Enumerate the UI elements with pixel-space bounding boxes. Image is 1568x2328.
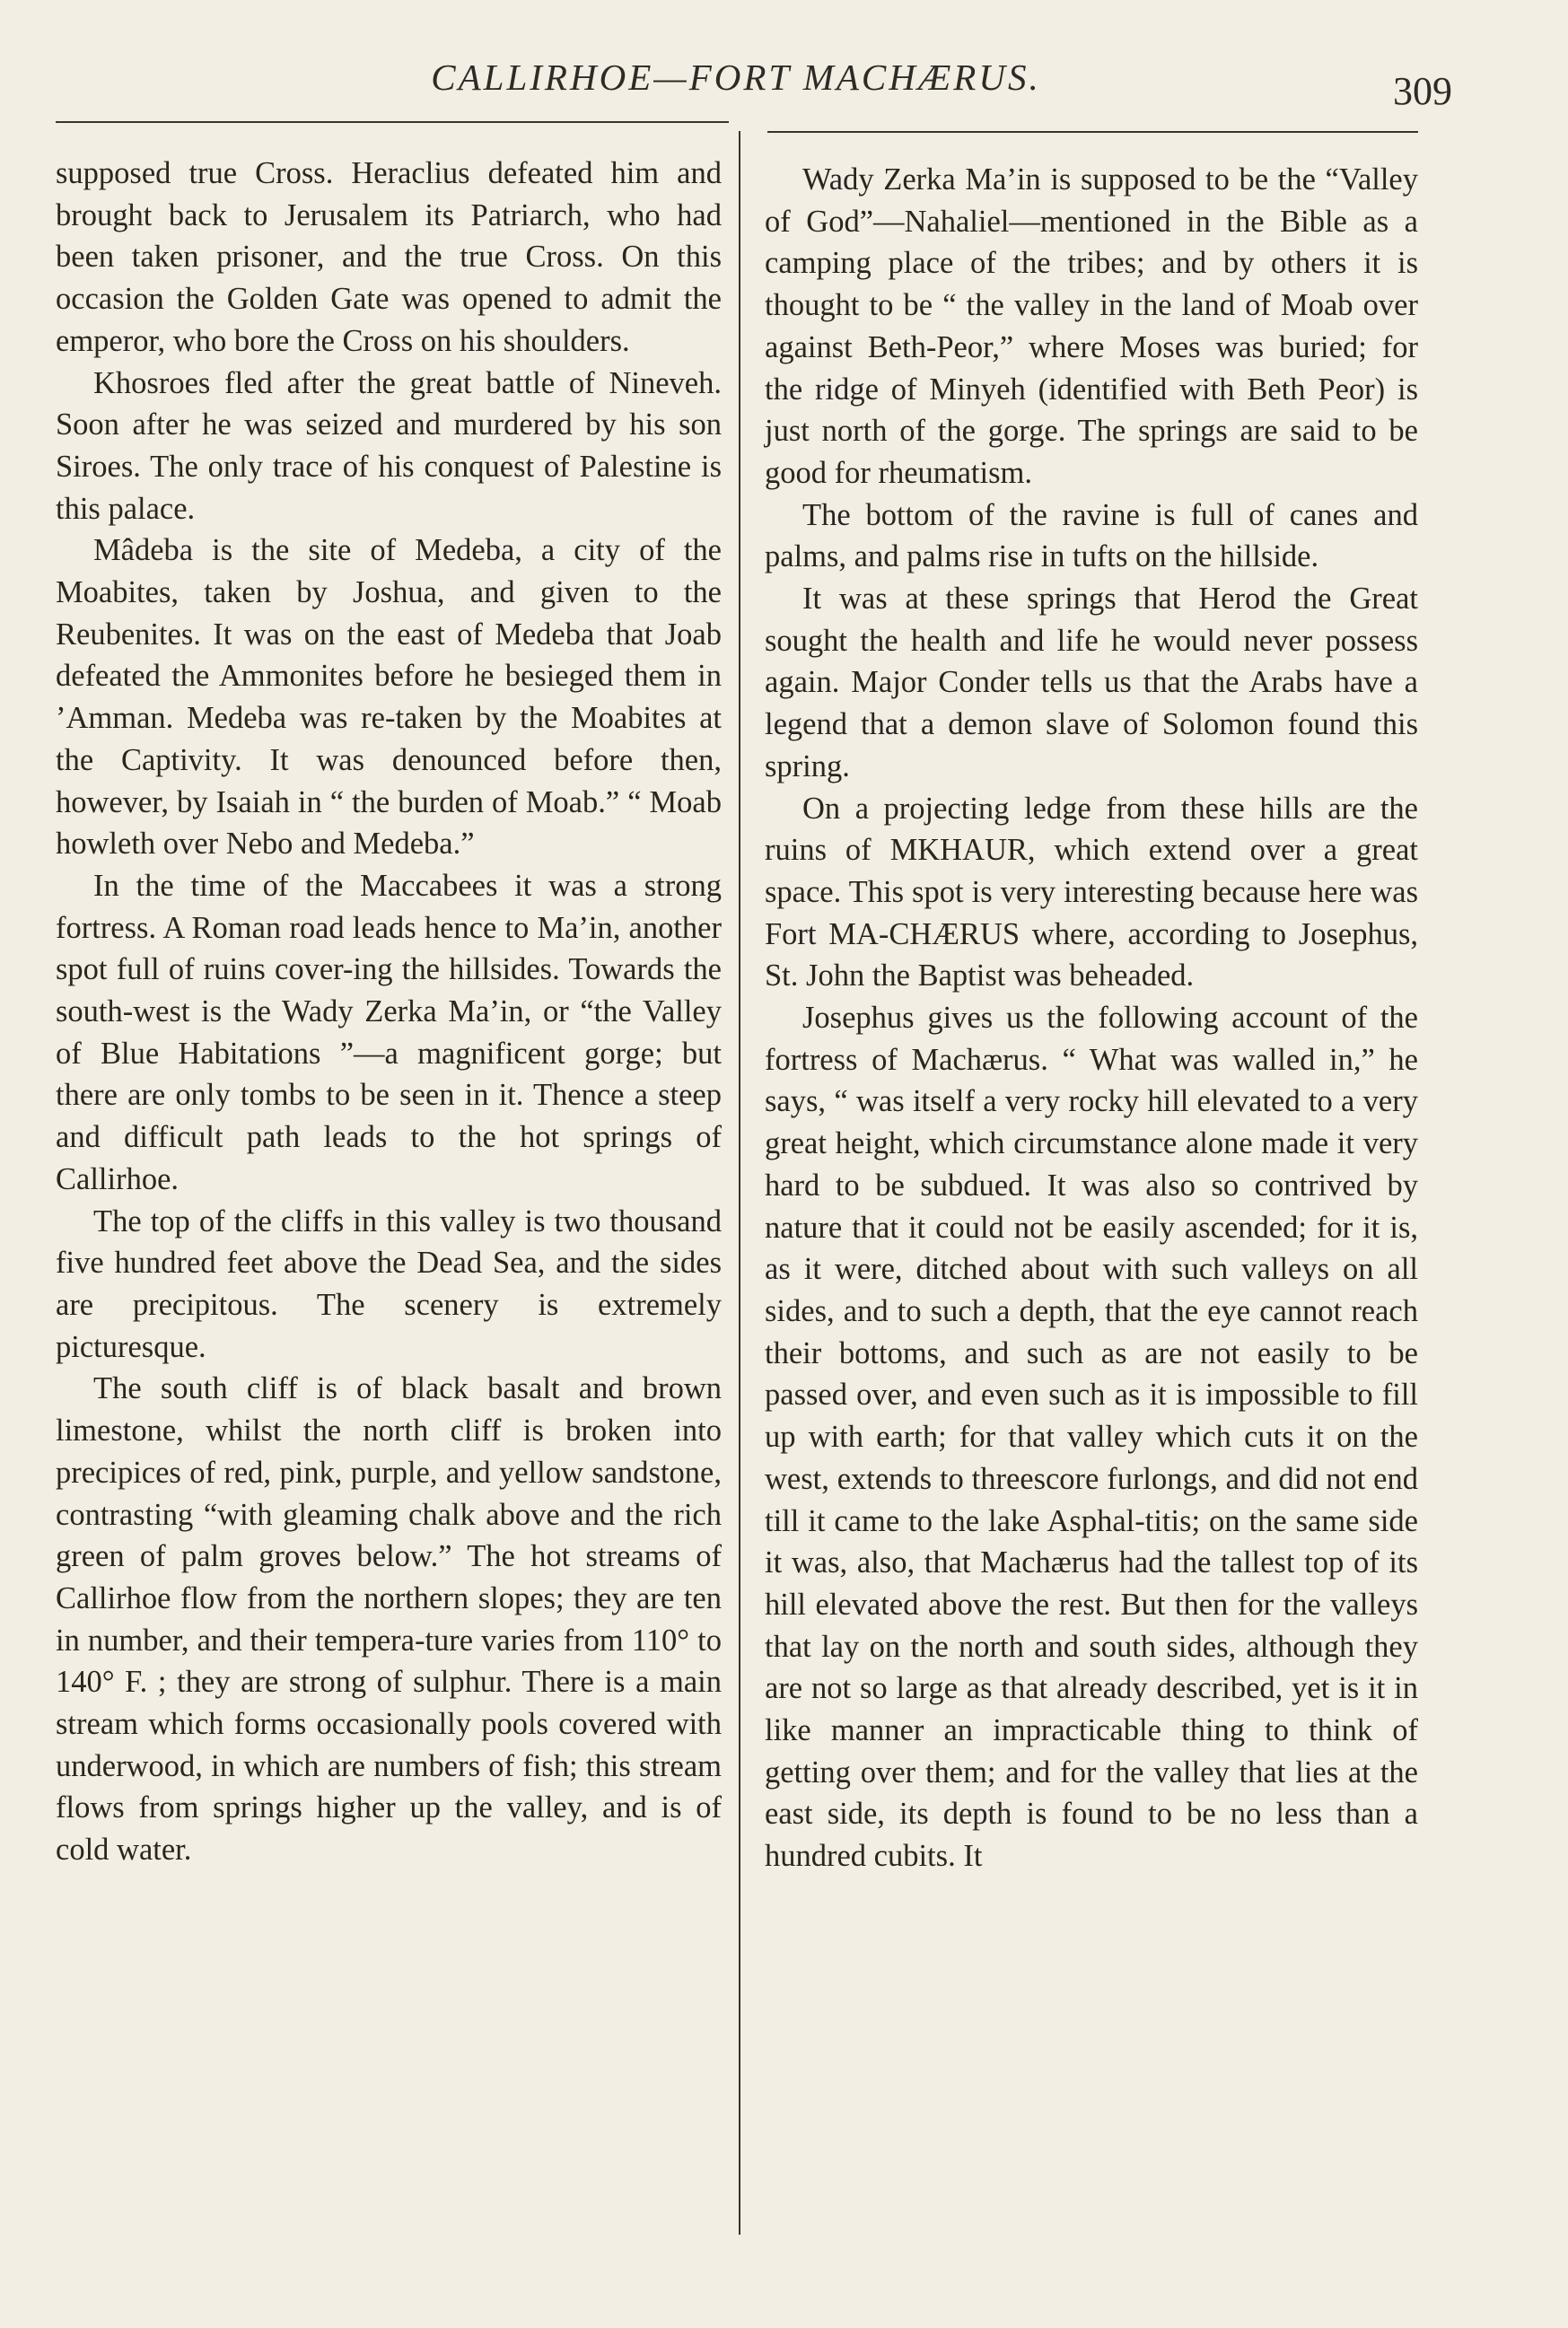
paragraph: Mâdeba is the site of Medeba, a city of the Moabites, taken by Joshua, and given to the Reubenites. It was on the east of Medeba that Joab defeated the Ammonites before he besieged them in ’Amman. Medeba was re-taken by the Moabites at the Captivity. It was denounced before then, however, by Isaiah in “ the burden of Moab.” “ Moab howleth over Nebo and Medeba.”: [56, 533, 722, 862]
paragraph: The bottom of the ravine is full of canes and palms, and palms rise in tufts on the hillside.: [765, 497, 1418, 574]
running-title: CALLIRHOE—FORT MACHÆRUS.: [431, 57, 1041, 98]
paragraph: In the time of the Maccabees it was a strong fortress. A Roman road leads hence to Ma’in, another spot full of ruins cover-ing the hillsides. Towards the south-west is the Wady Zerka Ma’in, or “the Valley of Blue Habitations ”—a magnificent gorge; but there are only tombs to be seen in it. Thence a steep and difficult path leads to the hot springs of Callirhoe.: [56, 868, 722, 1196]
paragraph: It was at these springs that Herod the Great sought the health and life he would never possess again. Major Conder tells us that the Arabs have a legend that a demon slave of Solomon found this spring.: [765, 582, 1418, 783]
paragraph: Josephus gives us the following account of the fortress of Machærus. “ What was walled in,” he says, “ was itself a very rocky hill elevated to a very great height, which circumstance alone made it very hard to be subdued. It was also so contrived by nature that it could not be easily ascended; for it is, as it were, ditched about with such valleys on all sides, and to such a depth, that the eye cannot reach their bottoms, and such as are not easily to be passed over, and even such as it is impossible to fill up with earth; for that valley which cuts it on the west, extends to threescore furlongs, and did not end till it came to the lake Asphal-titis; on the same side it was, also, that Machærus had the tallest top of its hill elevated above the rest. But then for the valleys that lay on the north and south sides, although they are not so large as that already described, yet is it in like manner an impracticable thing to think of getting over them; and for the valley that lies at the east side, its depth is found to be no less than a hundred cubits. It: [765, 1001, 1418, 1874]
paragraph: The south cliff is of black basalt and brown limestone, whilst the north cliff is broken into precipices of red, pink, purple, and yellow sandstone, contrasting “with gleaming chalk above and the rich green of palm groves below.” The hot streams of Callirhoe flow from the northern slopes; they are ten in number, and their tempera-ture varies from 110° to 140° F. ; they are strong of sulphur. There is a main stream which forms occasionally pools covered with underwood, in which are numbers of fish; this stream flows from springs higher up the valley, and is of cold water.: [56, 1371, 722, 1868]
paragraph: Wady Zerka Ma’in is supposed to be the “Valley of God”—Nahaliel—mentioned in the Bible as a camping place of the tribes; and by others it is thought to be “ the valley in the land of Moab over against Beth-Peor,” where Moses was buried; for the ridge of Minyeh (identified with Beth Peor) is just north of the gorge. The springs are said to be good for rheumatism.: [765, 162, 1418, 490]
paragraph: Khosroes fled after the great battle of Nineveh. Soon after he was seized and murdered by his son Siroes. The only trace of his conquest of Palestine is this palace.: [56, 365, 722, 526]
paragraph: On a projecting ledge from these hills are the ruins of MKHAUR, which extend over a great space. This spot is very interesting because here was Fort MA-CHÆRUS where, according to Josephus, St. John the Baptist was beheaded.: [765, 791, 1418, 993]
header-rule-right: [767, 131, 1418, 133]
paragraph: The top of the cliffs in this valley is two thousand five hundred feet above the Dead Sea, and the sides are precipitous. The scenery is extremely picturesque.: [56, 1203, 722, 1364]
page-number: 309: [1393, 69, 1452, 113]
paragraph: supposed true Cross. Heraclius defeated him and brought back to Jerusalem its Patriarch, who had been taken prisoner, and the true Cross. On this occasion the Golden Gate was opened to admit the emperor, who bore the Cross on his shoulders.: [56, 156, 722, 358]
column-divider: [739, 131, 740, 2235]
header-rule-left: [56, 121, 729, 123]
left-column: [56, 153, 722, 1871]
right-column: [765, 159, 1418, 1877]
